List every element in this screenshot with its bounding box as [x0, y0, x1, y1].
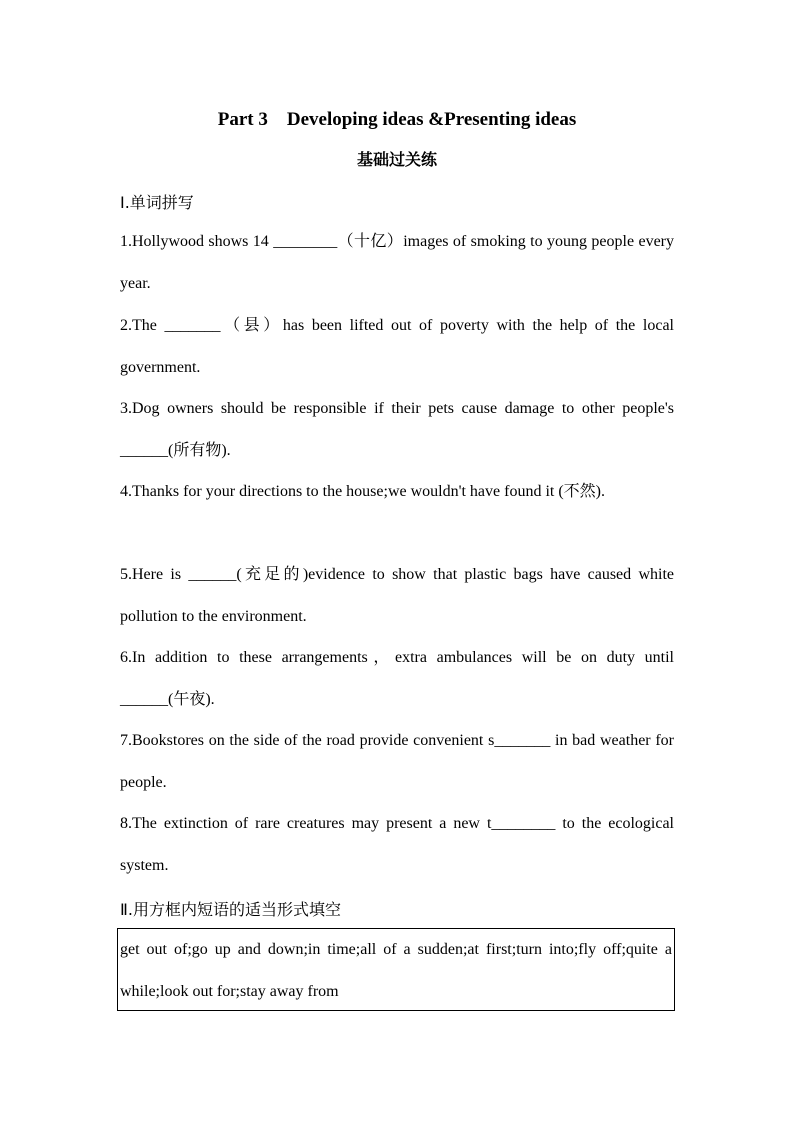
page-title: Part 3 Developing ideas &Presenting ideas: [217, 109, 577, 130]
phrase-box: [117, 928, 675, 1011]
question-3: 3.Dog owners should be responsible if their pets cause damage to other people's ______(所有物).: [120, 400, 674, 459]
question-7: 7.Bookstores on the side of the road provide convenient s_______ in bad weather for people.: [120, 732, 674, 791]
question-8: 8.The extinction of rare creatures may present a new t________ to the ecological system.: [120, 815, 674, 874]
phrase-list: get out of;go up and down;in time;all of a sudden;at first;turn into;fly off;quite a while;look out for;stay away from: [120, 941, 672, 1000]
section-heading-spelling: Ⅰ.单词拼写: [120, 193, 194, 212]
question-5: 5.Here is ______(充足的)evidence to show that plastic bags have caused white pollution to the environment.: [120, 566, 674, 625]
question-2: 2.The _______（县）has been lifted out of poverty with the help of the local government.: [120, 317, 674, 376]
question-6: 6.In addition to these arrangements，extra ambulances will be on duty until ______(午夜).: [120, 649, 674, 708]
question-4: 4.Thanks for your directions to the house;we wouldn't have found it (不然).: [120, 483, 606, 500]
question-1: 1.Hollywood shows 14 ________（十亿）images of smoking to young people every year.: [120, 233, 674, 292]
page-subtitle: 基础过关练: [356, 150, 437, 169]
section-heading-phrases: Ⅱ.用方框内短语的适当形式填空: [120, 900, 341, 919]
